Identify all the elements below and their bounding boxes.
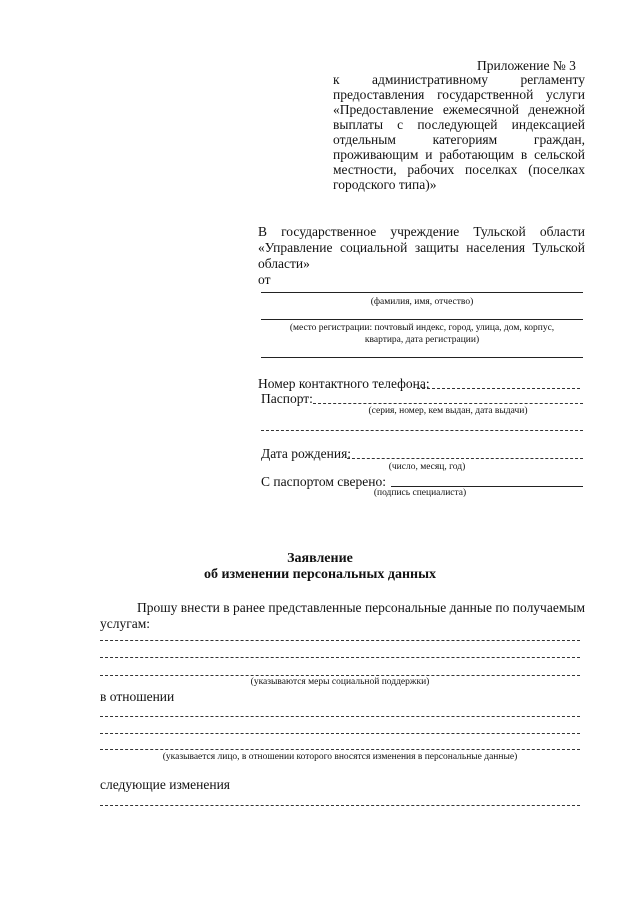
from-label: от xyxy=(258,272,271,287)
changes-label: следующие изменения xyxy=(100,777,231,792)
address-field-line[interactable] xyxy=(261,319,583,320)
support-field-line-3[interactable] xyxy=(100,675,580,676)
birth-date-hint: (число, месяц, год) xyxy=(388,462,466,472)
addressee-line: «Управление социальной защиты населения Тульской xyxy=(258,240,585,255)
appendix-line: проживающим и работающим в сельской xyxy=(333,147,585,162)
intro-line-2: услугам: xyxy=(100,616,151,631)
addressee-block xyxy=(258,224,585,287)
appendix-line: к административному регламенту xyxy=(333,72,585,87)
addressee-line: области» xyxy=(258,256,310,271)
address-field-line-2[interactable] xyxy=(261,357,583,358)
birth-date-label: Дата рождения: xyxy=(261,446,352,461)
phone-field-line[interactable] xyxy=(417,388,580,389)
appendix-text xyxy=(333,72,585,192)
address-hint-1: (место регистрации: почтовый индекс, город, улица, дом, корпус, xyxy=(289,323,555,333)
document-subtitle: об изменении персональных данных xyxy=(203,567,437,582)
verified-signature-line[interactable] xyxy=(391,486,583,487)
verified-label: С паспортом сверено: xyxy=(261,474,387,489)
birth-date-field-line[interactable] xyxy=(347,458,583,459)
passport-hint: (серия, номер, кем выдан, дата выдачи) xyxy=(368,406,528,416)
person-hint: (указывается лицо, в отношении которого вносятся изменения в персональные данные) xyxy=(162,752,518,762)
fio-field-line[interactable] xyxy=(261,292,583,293)
appendix-line: выплаты с последующей индексацией xyxy=(333,117,585,132)
appendix-line: местности, рабочих поселках (поселках xyxy=(333,162,585,177)
appendix-line: «Предоставление ежемесячной денежной xyxy=(333,102,585,117)
appendix-line: предоставления государственной услуги xyxy=(333,87,585,102)
passport-label: Паспорт: xyxy=(261,391,313,406)
changes-field-line[interactable] xyxy=(100,805,580,806)
fio-hint: (фамилия, имя, отчество) xyxy=(370,297,474,307)
appendix-title: Приложение № 3 xyxy=(477,58,576,73)
support-field-line-2[interactable] xyxy=(100,657,580,658)
person-field-line-3[interactable] xyxy=(100,749,580,750)
person-field-line-2[interactable] xyxy=(100,733,580,734)
verified-hint: (подпись специалиста) xyxy=(373,488,467,498)
address-hint-2: квартира, дата регистрации) xyxy=(364,335,480,345)
intro-paragraph xyxy=(100,600,585,631)
intro-line: Прошу внести в ранее представленные персональные данные по получаемым xyxy=(137,600,585,615)
appendix-line-last: городского типа)» xyxy=(333,177,437,192)
relation-label: в отношении xyxy=(100,689,175,704)
phone-label: Номер контактного телефона: xyxy=(258,376,430,391)
passport-field-line[interactable] xyxy=(313,403,583,404)
support-hint: (указываются меры социальной поддержки) xyxy=(250,677,430,687)
addressee-line: В государственное учреждение Тульской области xyxy=(258,224,585,239)
support-field-line-1[interactable] xyxy=(100,640,580,641)
person-field-line-1[interactable] xyxy=(100,716,580,717)
appendix-line: отдельным категориям граждан, xyxy=(333,132,585,147)
passport-field-line-2[interactable] xyxy=(261,430,583,431)
document-title: Заявление xyxy=(287,551,353,566)
